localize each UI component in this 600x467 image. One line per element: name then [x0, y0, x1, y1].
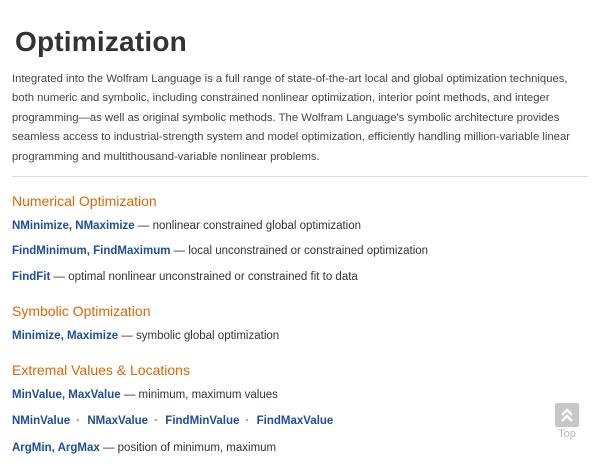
- separator-square-icon: ▪: [154, 415, 158, 425]
- back-to-top-button[interactable]: [553, 403, 581, 440]
- function-link-findmaximum[interactable]: FindMaximum: [93, 245, 171, 257]
- function-link-findmaxvalue[interactable]: FindMaxValue: [256, 415, 334, 427]
- function-link-nmaximize[interactable]: NMaximize: [75, 220, 135, 232]
- function-link-minimize[interactable]: Minimize: [12, 330, 61, 342]
- separator-square-icon: ▪: [245, 415, 249, 425]
- function-row: [12, 271, 358, 283]
- separator-square-icon: ▪: [76, 415, 80, 425]
- function-description: — minimum, maximum values: [120, 389, 278, 401]
- back-to-top-label: Top: [558, 428, 576, 440]
- function-row: ArgMin, ArgMax — position of minimum, maximum: [12, 442, 277, 454]
- function-description: — position of minimum, maximum: [99, 442, 277, 454]
- page-title: Optimization: [15, 26, 187, 57]
- function-link-argmin[interactable]: ArgMin: [12, 442, 52, 454]
- function-link-maximize[interactable]: Maximize: [66, 330, 119, 342]
- function-description: — symbolic global optimization: [118, 330, 280, 342]
- function-link-nminimize[interactable]: NMinimize: [12, 220, 69, 232]
- function-row: Minimize, Maximize — symbolic global optimization: [12, 330, 280, 342]
- section-heading-numerical-optimization: Numerical Optimization: [12, 193, 157, 209]
- function-link-argmax[interactable]: ArgMax: [57, 442, 100, 454]
- function-row: FindMinimum, FindMaximum — local unconstrained or constrained optimization: [12, 245, 429, 257]
- divider: [12, 176, 588, 177]
- function-description: — nonlinear constrained global optimization: [134, 220, 362, 232]
- function-link-nmaxvalue[interactable]: NMaxValue: [87, 415, 149, 427]
- section-heading-extremal-values: Extremal Values & Locations: [12, 362, 190, 378]
- function-link-findfit[interactable]: FindFit: [12, 271, 51, 283]
- function-link-findminvalue[interactable]: FindMinValue: [165, 415, 240, 427]
- function-link-minvalue[interactable]: MinValue: [12, 389, 62, 401]
- function-link-list: [12, 415, 333, 427]
- function-description: — local unconstrained or constrained optimization: [170, 245, 429, 257]
- section-heading-symbolic-optimization: Symbolic Optimization: [12, 303, 151, 319]
- intro-paragraph: Integrated into the Wolfram Language is a full range of state-of-the-art local and global optimization techniques, both numeric and symbolic, including constrained nonlinear optimization, interior point methods, and integer programming—as well as original symbolic methods. The Wolfram Language's symbolic architecture provides seamless access to industrial-strength system and model optimization, efficiently handling million-variable linear programming and multithousand-variable nonlinear problems.: [12, 73, 570, 163]
- function-row: MinValue, MaxValue — minimum, maximum values: [12, 389, 278, 401]
- function-link-maxvalue[interactable]: MaxValue: [68, 389, 121, 401]
- double-chevron-up-icon: [555, 403, 579, 427]
- function-link-findminimum[interactable]: FindMinimum: [12, 245, 87, 257]
- function-link-nminvalue[interactable]: NMinValue: [12, 415, 71, 427]
- function-description: — optimal nonlinear unconstrained or constrained fit to data: [50, 271, 358, 283]
- function-row: NMinimize, NMaximize — nonlinear constrained global optimization: [12, 220, 362, 232]
